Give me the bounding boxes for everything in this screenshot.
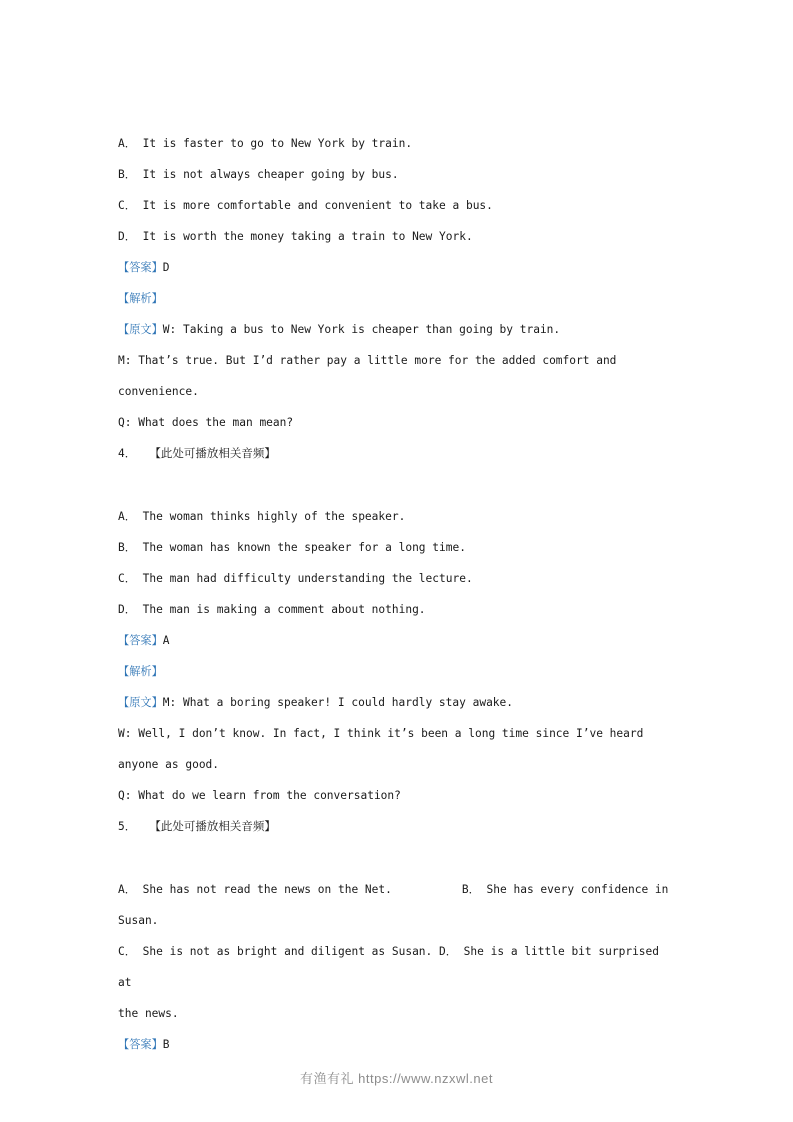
original-text-marker: 【原文】 <box>118 323 163 336</box>
page-footer-watermark: 有渔有礼 https://www.nzxwl.net <box>300 1071 493 1086</box>
script-line: anyone as good. <box>118 758 220 771</box>
option-line: B． The woman has known the speaker for a long time. <box>118 541 466 554</box>
option-right: B． She has every confidence in <box>461 883 669 896</box>
audio-placeholder-label[interactable]: 【此处可播放相关音频】 <box>149 448 276 460</box>
script-line: convenience. <box>118 385 199 398</box>
script-text: W: Taking a bus to New York is cheaper than going by train. <box>162 323 561 336</box>
question-number: 4． <box>118 447 136 460</box>
script-question-line: Q: What do we learn from the conversation? <box>118 789 401 802</box>
spacer <box>118 470 675 501</box>
script-line: M: That’s true. But I’d rather pay a little more for the added comfort and <box>118 354 617 367</box>
option-pair-line: C． She is not as bright and diligent as Susan. D． She is a little bit surprised at <box>118 945 666 989</box>
question-number: 5． <box>118 820 136 833</box>
script-text: M: What a boring speaker! I could hardly stay awake. <box>162 696 514 709</box>
option-line: B． It is not always cheaper going by bus. <box>118 168 399 181</box>
script-line <box>118 687 675 718</box>
option-wrap-line: Susan. <box>118 914 159 927</box>
analysis-line <box>118 656 675 687</box>
option-line: A． The woman thinks highly of the speaker. <box>118 510 406 523</box>
question-heading <box>118 438 675 470</box>
option-left: A． She has not read the news on the Net. <box>118 883 392 896</box>
analysis-marker: 【解析】 <box>118 292 163 305</box>
answer-value: A <box>162 634 170 647</box>
script-line: W: Well, I don’t know. In fact, I think it’s been a long time since I’ve heard <box>118 727 644 740</box>
answer-line <box>118 252 675 283</box>
answer-value: D <box>162 261 170 274</box>
script-question-line: Q: What does the man mean? <box>118 416 294 429</box>
option-line: D． It is worth the money taking a train to New York. <box>118 230 473 243</box>
option-pair-line <box>118 874 675 905</box>
audio-placeholder-label[interactable]: 【此处可播放相关音频】 <box>149 821 276 833</box>
answer-marker: 【答案】 <box>118 1038 163 1051</box>
answer-value: B <box>162 1038 170 1051</box>
original-text-marker: 【原文】 <box>118 696 163 709</box>
analysis-marker: 【解析】 <box>118 665 163 678</box>
answer-line <box>118 1029 675 1060</box>
analysis-line <box>118 283 675 314</box>
option-wrap-line: the news. <box>118 1007 179 1020</box>
option-line: C． The man had difficulty understanding the lecture. <box>118 572 473 585</box>
option-line: C． It is more comfortable and convenient to take a bus. <box>118 199 493 212</box>
script-line <box>118 314 675 345</box>
spacer <box>118 843 675 874</box>
answer-marker: 【答案】 <box>118 634 163 647</box>
question-heading <box>118 811 675 843</box>
answer-line <box>118 625 675 656</box>
option-line: A． It is faster to go to New York by train. <box>118 137 413 150</box>
option-line: D． The man is making a comment about nothing. <box>118 603 426 616</box>
answer-marker: 【答案】 <box>118 261 163 274</box>
